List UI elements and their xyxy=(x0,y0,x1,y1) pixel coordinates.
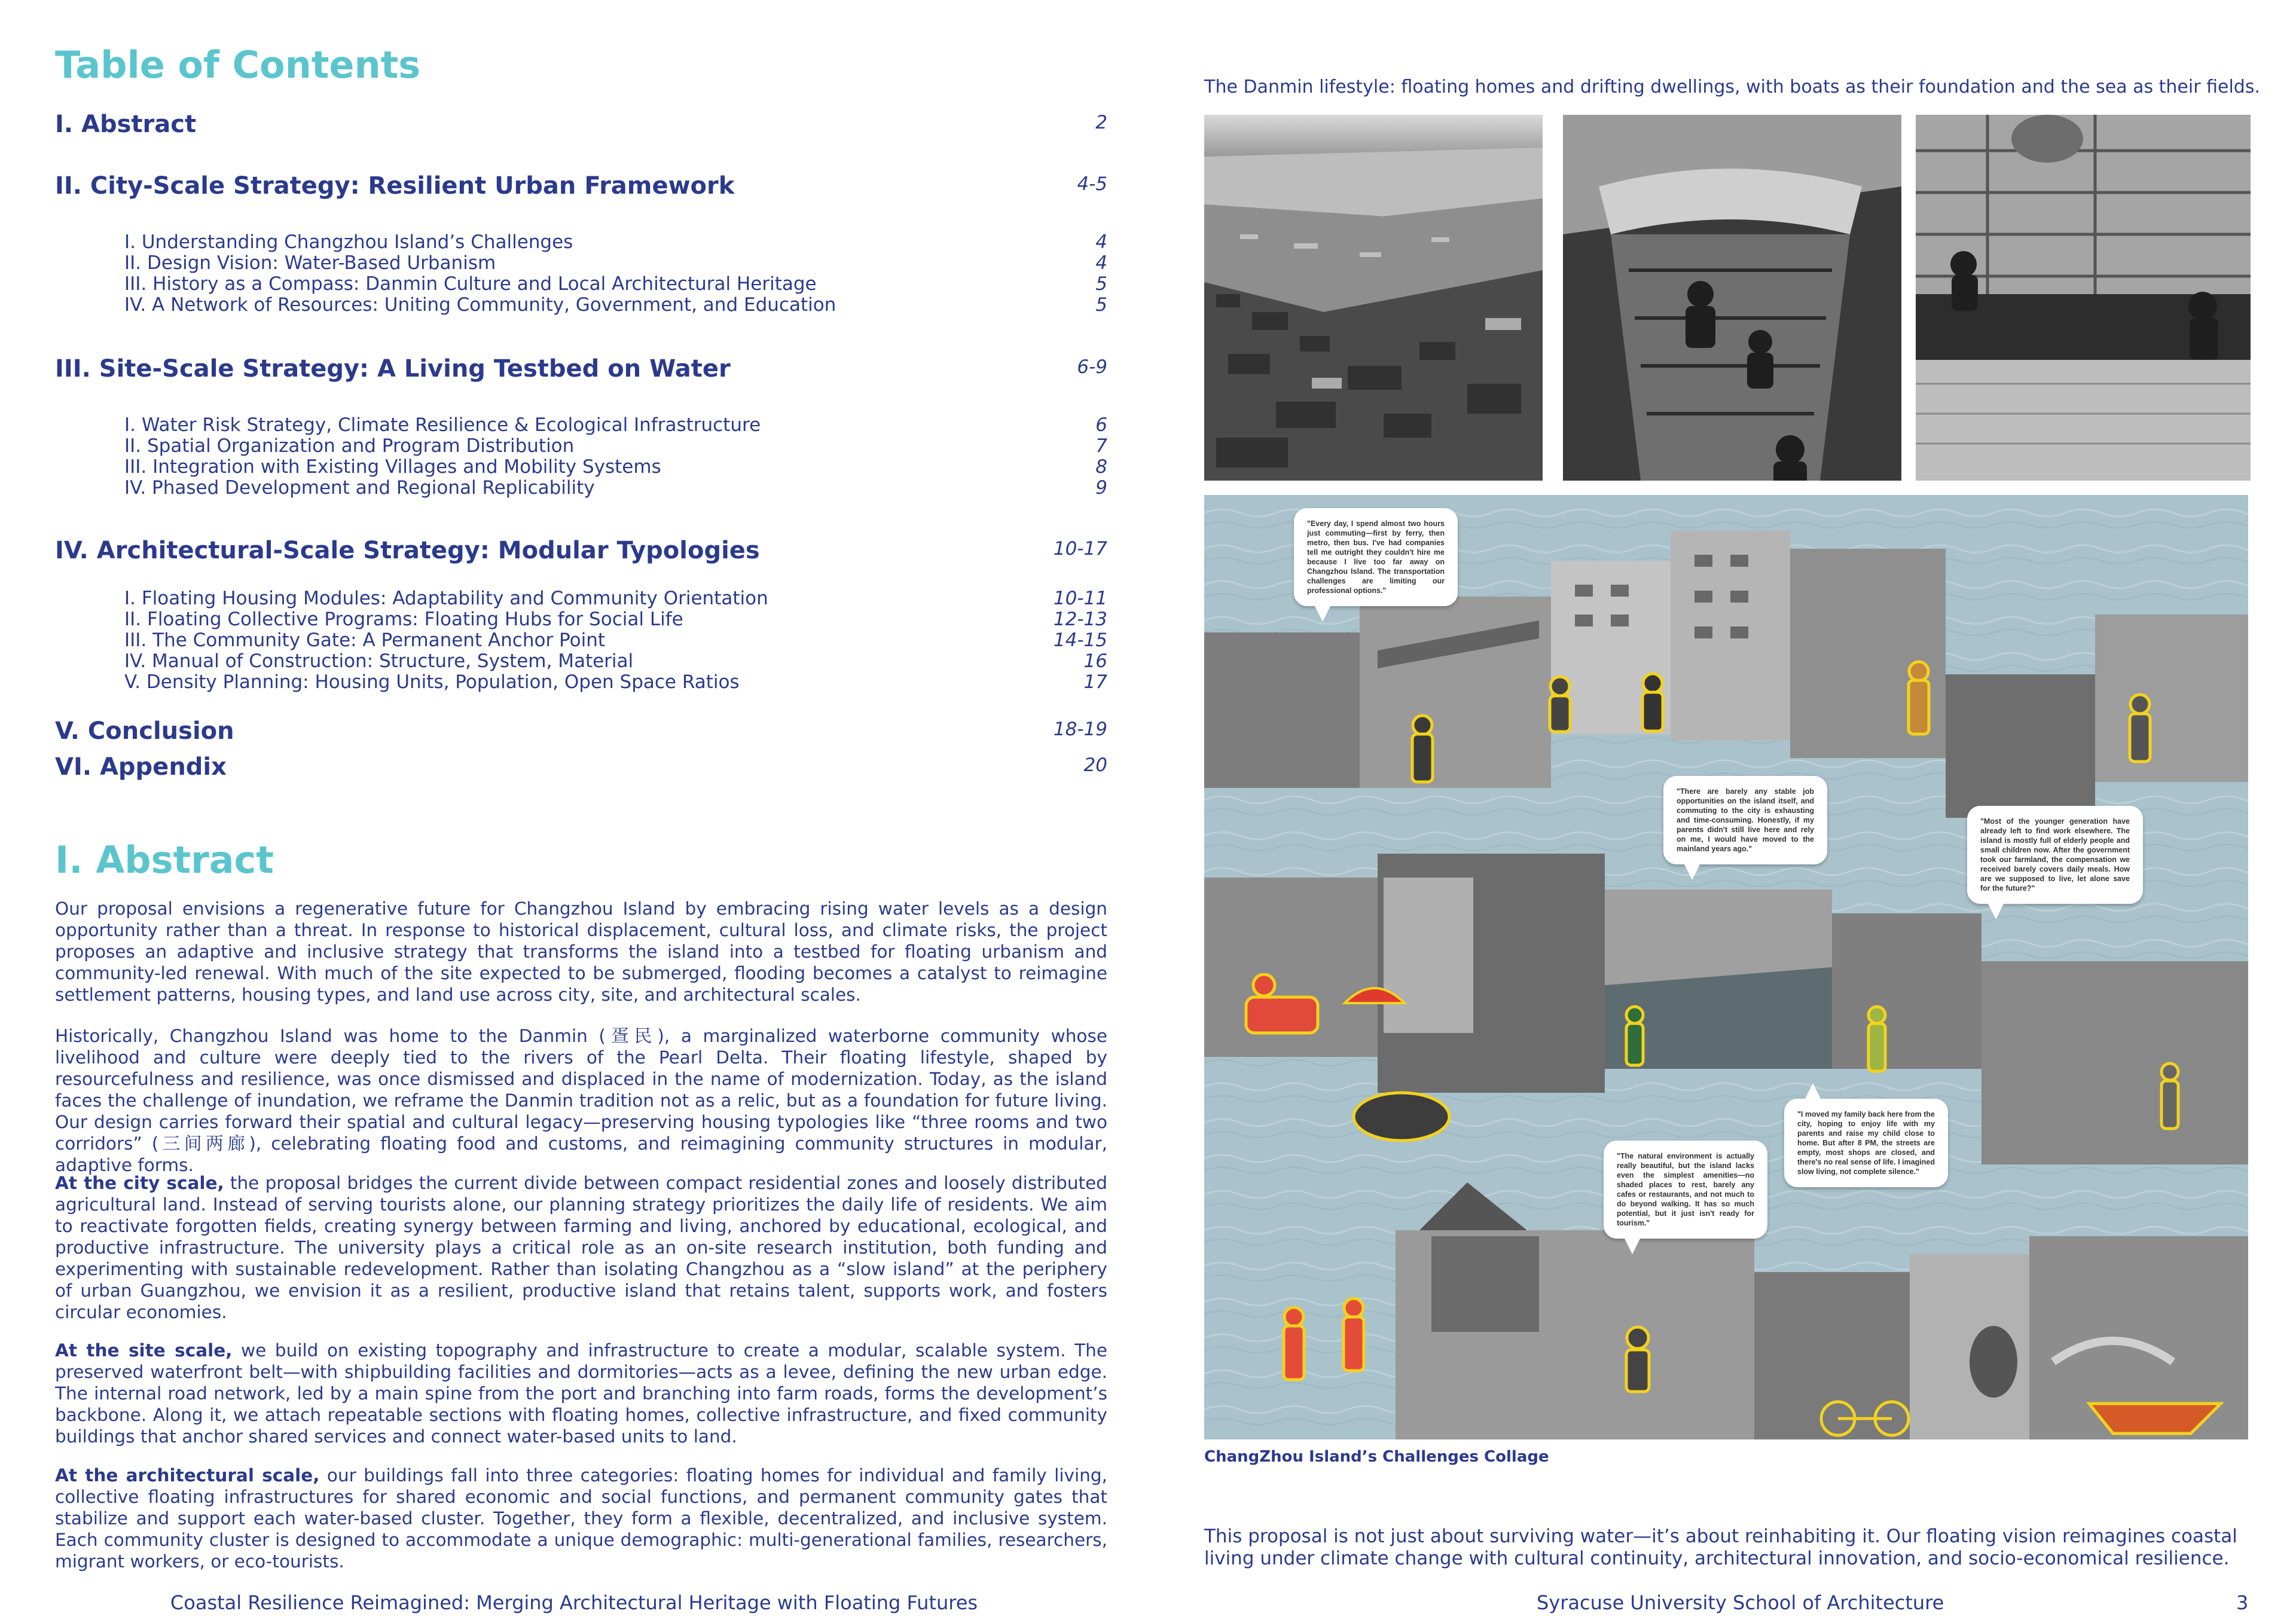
toc-subsection[interactable] xyxy=(124,478,1107,499)
paragraph-body: the proposal bridges the current divide between compact residential zones and loosely distributed agricultural land. Instead of serving tourists alone, our planning strategy prioritizes the daily life of residents. We aim to reactivate forgotten fields, creating synergy between farming and living, anchored by educational, ecological, and productive infrastructure. The university plays a critical role as an on-site research institution, both funding and experimenting with sustainable redevelopment. Rather than isolating Changzhou as a “slow island” at the periphery of urban Guangzhou, we envision it as a resilient, productive island that retains talent, supports work, and fosters circular economies. xyxy=(55,1173,1107,1322)
resident-quote-nightlife: "I moved my family back here from the city, hoping to enjoy life with my parents and raise my child close to home. But after 8 PM, the streets are empty, most shops are closed, and there's no real sense of life. I imagined slow living, not complete silence." xyxy=(1784,1099,1948,1187)
toc-subsection-list xyxy=(124,588,1107,693)
toc-sub-page: 17 xyxy=(1083,671,1107,693)
toc-section-label: VI. Appendix xyxy=(55,753,227,781)
abstract-paragraph: Historically, Changzhou Island was home to the Danmin (疍民), a marginalized waterborne community whose livelihood and culture were deeply tied to the rivers of the Pearl Delta. Their floating lifestyle, shaped by resourcefulness and resilience, was once dismissed and displaced in the name of modernization. Today, as the island faces the challenge of inundation, we reframe the Danmin tradition not as a relic, but as a foundation for future living. Our design carries forward their spatial and cultural legacy—preserving housing typologies like “three rooms and two corridors” (三间两廊), celebrating floating food and customs, and reimagining community structures in modular, adaptive forms. xyxy=(55,1026,1107,1175)
paragraph-lead: At the city scale, xyxy=(55,1173,224,1193)
abstract-paragraph xyxy=(55,1465,1107,1572)
toc-sub-label: V. Density Planning: Housing Units, Population, Open Space Ratios xyxy=(124,671,740,693)
toc-section-pages: 2 xyxy=(1095,112,1107,133)
toc-title: Table of Contents xyxy=(55,43,421,87)
toc-sub-page: 4 xyxy=(1095,231,1107,253)
toc-sub-label: III. The Community Gate: A Permanent Anchor Point xyxy=(124,629,606,651)
toc-subsection-list xyxy=(124,232,1107,316)
toc-section-pages: 4-5 xyxy=(1077,173,1107,195)
toc-subsection[interactable] xyxy=(124,436,1107,457)
toc-section-city-scale[interactable] xyxy=(55,172,1107,200)
historic-photo-stilt-house xyxy=(1916,115,2251,481)
abstract-paragraph xyxy=(55,1340,1107,1447)
toc-subsection[interactable] xyxy=(124,232,1107,253)
toc-sub-page: 5 xyxy=(1095,273,1107,295)
toc-sub-label: III. History as a Compass: Danmin Culture and Local Architectural Heritage xyxy=(124,273,817,295)
toc-subsection[interactable] xyxy=(124,295,1107,316)
toc-sub-page: 5 xyxy=(1095,294,1107,316)
toc-sub-page: 6 xyxy=(1095,414,1107,436)
resident-quote-jobs: "There are barely any stable job opportunities on the island itself, and commuting to the city is exhausting and time-consuming. Honestly, if my parents didn't still live here and rely on me, I would have moved to the mainland years ago." xyxy=(1663,776,1827,864)
toc-sub-page: 16 xyxy=(1083,650,1107,672)
toc-subsection[interactable] xyxy=(124,274,1107,295)
historic-photo-harbor-aerial xyxy=(1204,115,1543,481)
toc-sub-page: 14-15 xyxy=(1053,629,1107,651)
toc-subsection[interactable] xyxy=(124,651,1107,672)
toc-sub-label: I. Water Risk Strategy, Climate Resilience & Ecological Infrastructure xyxy=(124,414,761,436)
toc-sub-label: II. Spatial Organization and Program Distribution xyxy=(124,435,575,457)
toc-section-appendix[interactable] xyxy=(55,753,1107,781)
toc-sub-label: III. Integration with Existing Villages and Mobility Systems xyxy=(124,456,661,478)
toc-section-architectural-scale[interactable] xyxy=(55,537,1107,564)
abstract-paragraph: Our proposal envisions a regenerative future for Changzhou Island by embracing rising water levels as a design opportunity rather than a threat. In response to historical displacement, cultural loss, and climate risks, the project proposes an adaptive and inclusive strategy that transforms the island into a testbed for floating urbanism and community-led renewal. With much of the site expected to be submerged, flooding becomes a catalyst to reimagine settlement patterns, housing types, and land use across city, site, and architectural scales. xyxy=(55,898,1107,1005)
paragraph-body: we build on existing topography and infrastructure to create a modular, scalable system. The preserved waterfront belt—with shipbuilding facilities and dormitories—acts as a levee, defining the new urban edge. The internal road network, led by a main spine from the port and branching into farm roads, forms the development’s backbone. Along it, we attach repeatable sections with floating homes, collective infrastructure, and fixed community buildings that anchor shared services and connect water-based units to land. xyxy=(55,1340,1107,1447)
toc-section-site-scale[interactable] xyxy=(55,355,1107,383)
toc-subsection[interactable] xyxy=(124,630,1107,651)
toc-sub-page: 9 xyxy=(1095,477,1107,499)
toc-section-label: II. City-Scale Strategy: Resilient Urban Framework xyxy=(55,172,735,200)
abstract-title: I. Abstract xyxy=(55,838,274,882)
challenges-collage xyxy=(1204,495,2248,1439)
toc-section-abstract[interactable] xyxy=(55,111,1107,138)
toc-sub-label: II. Floating Collective Programs: Floating Hubs for Social Life xyxy=(124,609,683,630)
toc-section-pages: 10-17 xyxy=(1053,538,1107,560)
toc-sub-label: I. Floating Housing Modules: Adaptability and Community Orientation xyxy=(124,588,768,609)
paragraph-lead: At the architectural scale, xyxy=(55,1465,320,1486)
collage-caption: ChangZhou Island’s Challenges Collage xyxy=(1204,1448,1549,1466)
toc-section-pages: 18-19 xyxy=(1053,719,1107,740)
toc-subsection[interactable] xyxy=(124,457,1107,478)
toc-sub-label: IV. Phased Development and Regional Replicability xyxy=(124,477,595,499)
toc-section-label: III. Site-Scale Strategy: A Living Testbed on Water xyxy=(55,355,731,383)
toc-sub-label: II. Design Vision: Water-Based Urbanism xyxy=(124,252,496,274)
abstract-paragraph xyxy=(55,1172,1107,1323)
toc-subsection[interactable] xyxy=(124,253,1107,274)
historic-photo-boat-family xyxy=(1563,115,1901,481)
toc-subsection[interactable] xyxy=(124,609,1107,630)
toc-subsection[interactable] xyxy=(124,588,1107,609)
toc-section-label: V. Conclusion xyxy=(55,717,234,745)
toc-section-pages: 6-9 xyxy=(1077,356,1107,378)
closing-statement: This proposal is not just about surviving water—it’s about reinhabiting it. Our floating vision reimagines coastal living under climate change with cultural continuity, architectural innovation, and socio-economical resilience. xyxy=(1204,1526,2237,1569)
toc-section-label: I. Abstract xyxy=(55,111,197,138)
toc-sub-page: 10-11 xyxy=(1053,588,1107,609)
toc-section-pages: 20 xyxy=(1083,754,1107,776)
toc-sub-page: 12-13 xyxy=(1053,609,1107,630)
resident-quote-commute: "Every day, I spend almost two hours just commuting—first by ferry, then metro, then bus. I've had companies tell me outright they couldn't hire me because I live too far away on Changzhou Island. The transportation challenges are limiting our professional options." xyxy=(1294,508,1458,606)
toc-section-conclusion[interactable] xyxy=(55,717,1107,745)
footer-school: Syracuse University School of Architecture xyxy=(1537,1591,1944,1614)
toc-subsection[interactable] xyxy=(124,415,1107,436)
paragraph-lead: At the site scale, xyxy=(55,1340,233,1361)
toc-sub-page: 8 xyxy=(1095,456,1107,478)
footer-project-title: Coastal Resilience Reimagined: Merging Architectural Heritage with Floating Futures xyxy=(170,1591,978,1614)
toc-sub-label: IV. A Network of Resources: Uniting Community, Government, and Education xyxy=(124,294,836,316)
toc-section-label: IV. Architectural-Scale Strategy: Modular Typologies xyxy=(55,537,760,564)
toc-sub-page: 4 xyxy=(1095,252,1107,274)
resident-quote-farmland: "Most of the younger generation have already left to find work elsewhere. The island is mostly full of elderly people and small children now. After the government took our farmland, the compensation we received barely covers daily meals. How are we supposed to live, let alone save for the future?" xyxy=(1967,806,2143,904)
page-number: 3 xyxy=(2236,1591,2249,1614)
toc-sub-label: IV. Manual of Construction: Structure, System, Material xyxy=(124,650,634,672)
resident-quote-tourism: "The natural environment is actually really beautiful, but the island lacks even the simplest amenities—no shaded places to rest, barely any cafes or restaurants, and not much to do beyond walking. It has so much potential, but it just isn't ready for tourism." xyxy=(1604,1141,1767,1239)
toc-subsection-list xyxy=(124,415,1107,499)
toc-subsection[interactable] xyxy=(124,672,1107,693)
toc-sub-label: I. Understanding Changzhou Island’s Challenges xyxy=(124,231,573,253)
toc-sub-page: 7 xyxy=(1095,435,1107,457)
photo-strip-caption: The Danmin lifestyle: floating homes and drifting dwellings, with boats as their foundation and the sea as their fields. xyxy=(1204,77,2260,97)
paragraph-body: our buildings fall into three categories: floating homes for individual and family living, collective floating infrastructures for shared economic and social functions, and permanent community gates that stabilize and support each water-based cluster. Together, they form a flexible, decentralized, and inclusive system. Each community cluster is designed to accommodate a unique demographic: multi-generational families, researchers, migrant workers, or eco-tourists. xyxy=(55,1465,1107,1572)
